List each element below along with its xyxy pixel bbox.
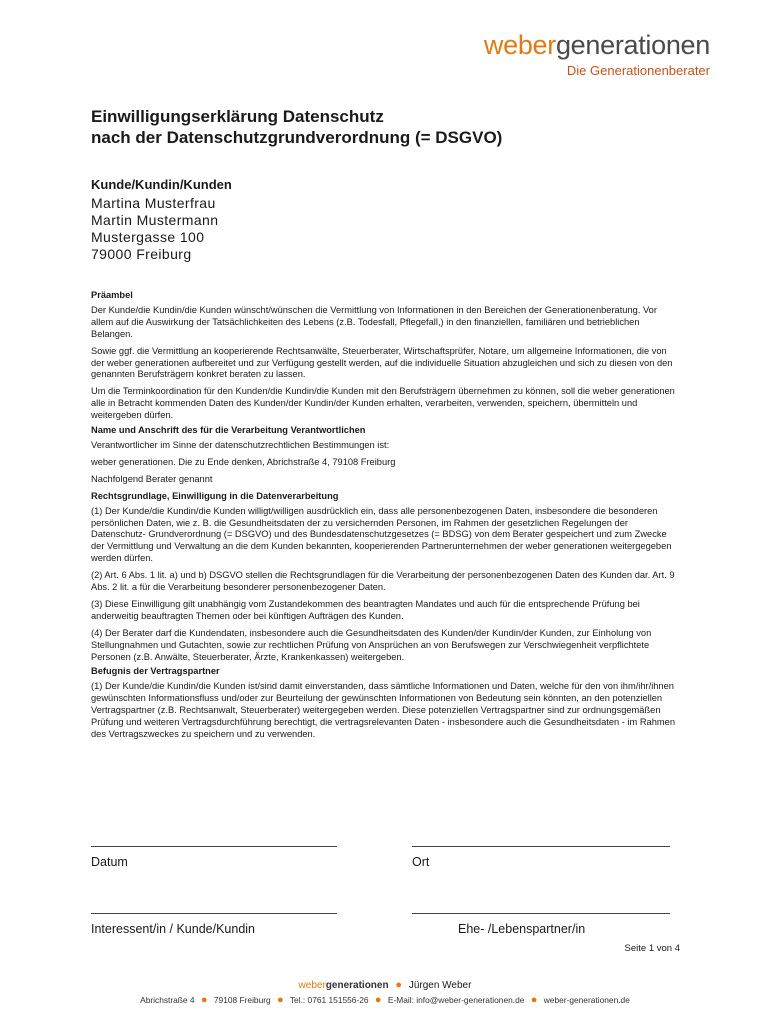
customer-line: Martin Mustermann: [91, 212, 219, 228]
paragraph: Sowie ggf. die Vermittlung an kooperierende Rechtsanwälte, Steuerberater, Wirtschaftsprüfer, Notare, um allgemeine Informationen, die von der weber generationen aufbereitet und zur Verfügung gestellt werden, auf die individuelle Situation abzugleichen und sich zu diesen von den genannten Berufsträgern konkret beraten zu lassen.: [91, 345, 673, 380]
bullet-icon: ●: [277, 994, 284, 1006]
bullet-icon: ●: [200, 994, 208, 1006]
paragraph: (4) Der Berater darf die Kundendaten, insbesondere auch die Gesundheitsdaten des Kunden/der Kundin/der Kunden, zur Einholung von Stellungnahmen und Gutachten, sowie zur rechtlichen Prüfung von Ansprüchen an von Berufswegen zur Verschwiegenheit verpflichtete Personen (z.B. Anwälte, Steuerberater, Ärzte, Krankenkassen) weitergeben.: [91, 627, 652, 662]
footer-brand-part1: weber: [298, 980, 326, 991]
paragraph: (3) Diese Einwilligung gilt unabhängig vom Zustandekommen des beantragten Mandates und auch für die entsprechende Prüfung bei anderweitig beauftragten Themen oder bei künftigen Aufträgen des Kunden.: [91, 598, 640, 621]
customer-line: 79000 Freiburg: [91, 246, 192, 262]
label-ort: Ort: [412, 855, 430, 869]
paragraph: (2) Art. 6 Abs. 1 lit. a) und b) DSGVO stellen die Rechtsgrundlagen für die Verarbeitung der personenbezogenen Daten des Kunden dar. Art. 9 Abs. 2 lit. a für die Verarbeitung besonderer personenbezogener Daten.: [91, 570, 675, 593]
page-number: Seite 1 von 4: [624, 943, 680, 954]
document-title: [91, 106, 502, 148]
paragraph: Um die Terminkoordination für den Kunden/die Kundin/die Kunden mit den Berufsträgern übernehmen zu können, soll die weber generationen alle in Betracht kommenden Daten des Kunden/der Kundin/der Kunden erhalten, verarbeiten, verwenden, speichern, übermitteln und weitergeben dürfen.: [91, 386, 675, 421]
logo-wordmark: [484, 30, 710, 60]
label-partner: Ehe- /Lebenspartner/in: [458, 922, 586, 936]
footer-street: Abrichstraße 4: [140, 995, 195, 1005]
signature-line-partner[interactable]: [412, 913, 670, 914]
customer-address: [91, 195, 218, 263]
footer-city: 79108 Freiburg: [213, 995, 271, 1005]
label-interessent: Interessent/in / Kunde/Kundin: [91, 922, 256, 936]
section-heading-verantwortlich: Name und Anschrift des für die Verarbeitung Verantwortlichen: [91, 425, 366, 436]
company-logo: [484, 30, 710, 78]
label-datum: Datum: [91, 855, 128, 869]
footer-contact-line: [0, 994, 770, 1006]
section-heading-befugnis: Befugnis der Vertragspartner: [91, 666, 220, 677]
bullet-icon: ●: [395, 979, 403, 991]
paragraph: (1) Der Kunde/die Kundin/die Kunden willigt/willigen ausdrücklich ein, dass alle personenbezogenen Daten, insbesondere die besonderen persönlichen Daten, wie z. B. die Gesundheitsdaten der zu versichernden Personen, im Rahmen der gesetzlichen Regelungen der Datenschutz- Grundverordnung (= DSGVO) und des Bundesdatenschutzgesetzes (= BDSG) von dem Berater gespeichert und zum Zwecke der Vermittlung und Verwaltung an die dem Kunden bekannten, kooperierenden Partnerunternehmen der weber generationen weitergegeben werden dürfen.: [91, 505, 672, 564]
paragraph: weber generationen. Die zu Ende denken, Abrichstraße 4, 79108 Freiburg: [91, 456, 396, 467]
title-line-2: nach der Datenschutzgrundverordnung (= DSGVO): [91, 128, 503, 147]
signature-line-interessent[interactable]: [91, 913, 337, 914]
paragraph: Nachfolgend Berater genannt: [91, 473, 213, 484]
document-body: [91, 290, 681, 746]
section-heading-rechtsgrundlage: Rechtsgrundlage, Einwilligung in die Datenverarbeitung: [91, 490, 339, 501]
footer-website[interactable]: weber-generationen.de: [543, 995, 630, 1005]
section-heading-praeambel: Präambel: [91, 290, 133, 300]
customer-line: Martina Musterfrau: [91, 195, 216, 211]
paragraph: (1) Der Kunde/die Kundin/die Kunden ist/sind damit einverstanden, dass sämtliche Informationen und Daten, welche für den von ihm/ihr/ihnen gewünschten Informationsfluss und/oder zur Beurteilung der gewünschten Informationen von Bedeutung sein könnten, an den potenziellen Vertragspartner (z.B. Rechtsanwalt, Steuerberater) weitergegeben werden. Diese potenziellen Vertragspartner sind zur ordnungsgemäßen Prüfung und weiteren Vertragsdurchführung berechtigt, die vertragsrelevanten Daten - insbesondere auch die Gesundheitsdaten - im Rahmen des Vertragszweckes zu speichern und zu verwenden.: [91, 681, 675, 739]
customer-line: Mustergasse 100: [91, 229, 205, 245]
paragraph: Verantwortlicher im Sinne der datenschutzrechtlichen Bestimmungen ist:: [91, 439, 390, 450]
footer-phone: Tel.: 0761 151556-26: [289, 995, 369, 1005]
paragraph: Der Kunde/die Kundin/die Kunden wünscht/wünschen die Vermittlung von Informationen in den Bereichen der Generationenberatung. Vor allem auf die Auswirkung der Tatsächlichkeiten des Lebens (z.B. Todesfall, Pflegefall,) in den finanziellen, familiären und betrieblichen Belangen.: [91, 304, 657, 339]
footer-person: Jürgen Weber: [408, 980, 472, 991]
footer-brand-line: [0, 979, 770, 991]
bullet-icon: ●: [530, 994, 538, 1006]
signature-line-ort[interactable]: [412, 846, 670, 847]
logo-brand-part2: generationen: [555, 30, 710, 60]
logo-brand-part1: weber: [483, 30, 556, 60]
signature-line-datum[interactable]: [91, 846, 337, 847]
footer-brand-part2: generationen: [325, 980, 389, 991]
title-line-1: Einwilligungserklärung Datenschutz: [91, 107, 384, 126]
customer-heading: Kunde/Kundin/Kunden: [91, 177, 232, 192]
footer-email[interactable]: E-Mail: info@weber-generationen.de: [387, 995, 525, 1005]
logo-tagline: Die Generationenberater: [566, 63, 710, 78]
bullet-icon: ●: [374, 994, 382, 1006]
